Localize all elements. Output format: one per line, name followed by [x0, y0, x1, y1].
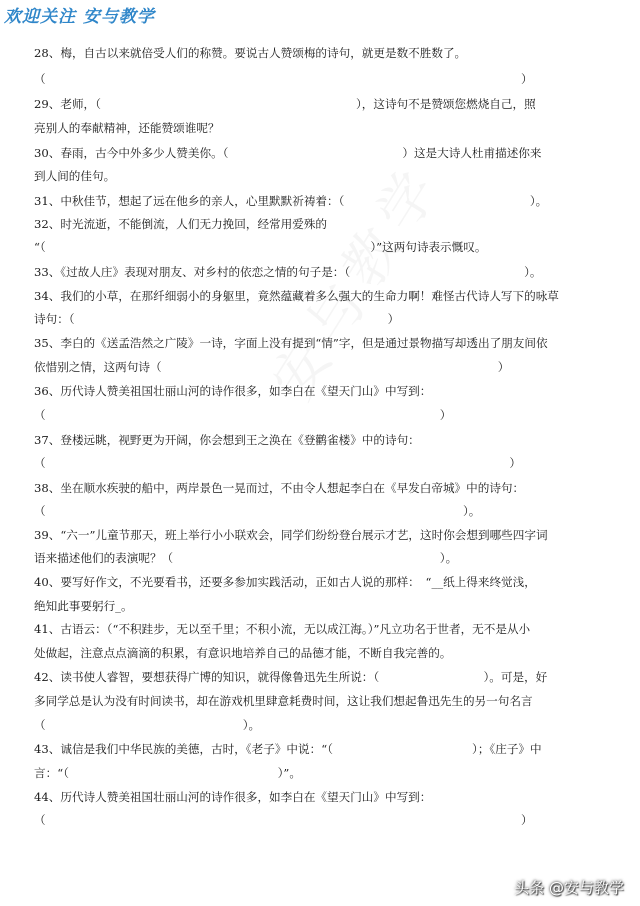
text-line: 29、老师，（ ），这诗句不是赞颂您燃烧自己，照	[34, 97, 536, 111]
text-line: 处做起，注意点点滴滴的积累，有意识地培养自己的品德才能，不断自我完善的。	[34, 646, 452, 660]
text-line: 28、梅，自古以来就倍受人们的称赞。要说古人赞颂梅的诗句，就更是数不胜数了。	[34, 46, 467, 60]
text-line: 语来描述他们的表演呢？（ ）。	[34, 551, 458, 565]
text-line: 亮别人的奉献精神，还能赞颂谁呢？	[34, 121, 220, 135]
text-line: 44、历代诗人赞美祖国壮丽山河的诗作很多，如李白在《望天门山》中写到：	[34, 790, 432, 804]
text-line: 绝知此事要躬行_。	[34, 599, 133, 613]
text-line: 35、李白的《送孟浩然之广陵》一诗，字面上没有提到“情”字，但是通过景物描写却透出了朋友间依	[34, 336, 548, 350]
text-line: 33、《过故人庄》表现对朋友、对乡村的依恋之情的句子是：（ ）。	[34, 265, 542, 279]
text-line: 30、春雨，古今中外多少人赞美你。（ ）这是大诗人杜甫描述你来	[34, 146, 542, 160]
text-line: （ ）	[34, 72, 533, 86]
text-line: （ ）	[34, 456, 521, 470]
text-line: 37、登楼远眺，视野更为开阔，你会想到王之涣在《登鹳雀楼》中的诗句：	[34, 433, 420, 447]
text-line: （ ）	[34, 813, 533, 827]
text-line: 34、我们的小草，在那纤细弱小的身躯里，竟然蕴藏着多么强大的生命力啊！难怪古代诗人写下的咏草	[34, 289, 559, 303]
text-line: 43、诚信是我们中华民族的美德，古时，《老子》中说：“（ ）；《庄子》中	[34, 742, 542, 756]
text-line: 言：“（ ）”。	[34, 766, 301, 780]
text-line: 32、时光流逝，不能倒流，人们无力挽回，经常用爱殊的	[34, 217, 328, 231]
text-line: 39、“六一”儿童节那天，班上举行小小联欢会，同学们纷纷登台展示才艺，这时你会想到哪些四字词	[34, 528, 548, 542]
text-line: （ ）	[34, 408, 452, 422]
text-line: 31、中秋佳节，想起了远在他乡的亲人，心里默默祈祷着：（ ）。	[34, 194, 548, 208]
text-line: 40、要写好作文，不光要看书，还要多参加实践活动，正如古人说的那样： “__纸上得来终觉浅，	[34, 575, 536, 589]
text-line: （ ）。	[34, 504, 481, 518]
text-line: 多同学总是认为没有时间读书，却在游戏机里肆意耗费时间，这让我们想起鲁迅先生的另一句名言	[34, 694, 533, 708]
text-line: 到人间的佳句。	[34, 169, 116, 183]
text-line: 38、坐在顺水疾驶的船中，两岸景色一晃而过，不由令人想起李白在《早发白帝城》中的诗句：	[34, 481, 525, 495]
text-line: 诗句：（ ）	[34, 312, 400, 326]
footer-watermark: 头条 @安与教学	[514, 879, 624, 897]
text-line: 42、读书使人睿智，要想获得广博的知识，就得像鲁迅先生所说：（ ）。可是，好	[34, 670, 548, 684]
text-line: 36、历代诗人赞美祖国壮丽山河的诗作很多，如李白在《望天门山》中写到：	[34, 384, 432, 398]
text-line: “（ ）”这两句诗表示慨叹。	[34, 240, 487, 254]
text-line: 依惜别之情，这两句诗（ ）	[34, 360, 510, 374]
header-title: 欢迎关注 安与教学	[4, 7, 155, 27]
text-line: （ ）。	[34, 718, 261, 732]
text-line: 41、古语云：（“不积跬步，无以至千里；不积小流，无以成江海。）”凡立功名于世者，无不是从小	[34, 622, 531, 636]
